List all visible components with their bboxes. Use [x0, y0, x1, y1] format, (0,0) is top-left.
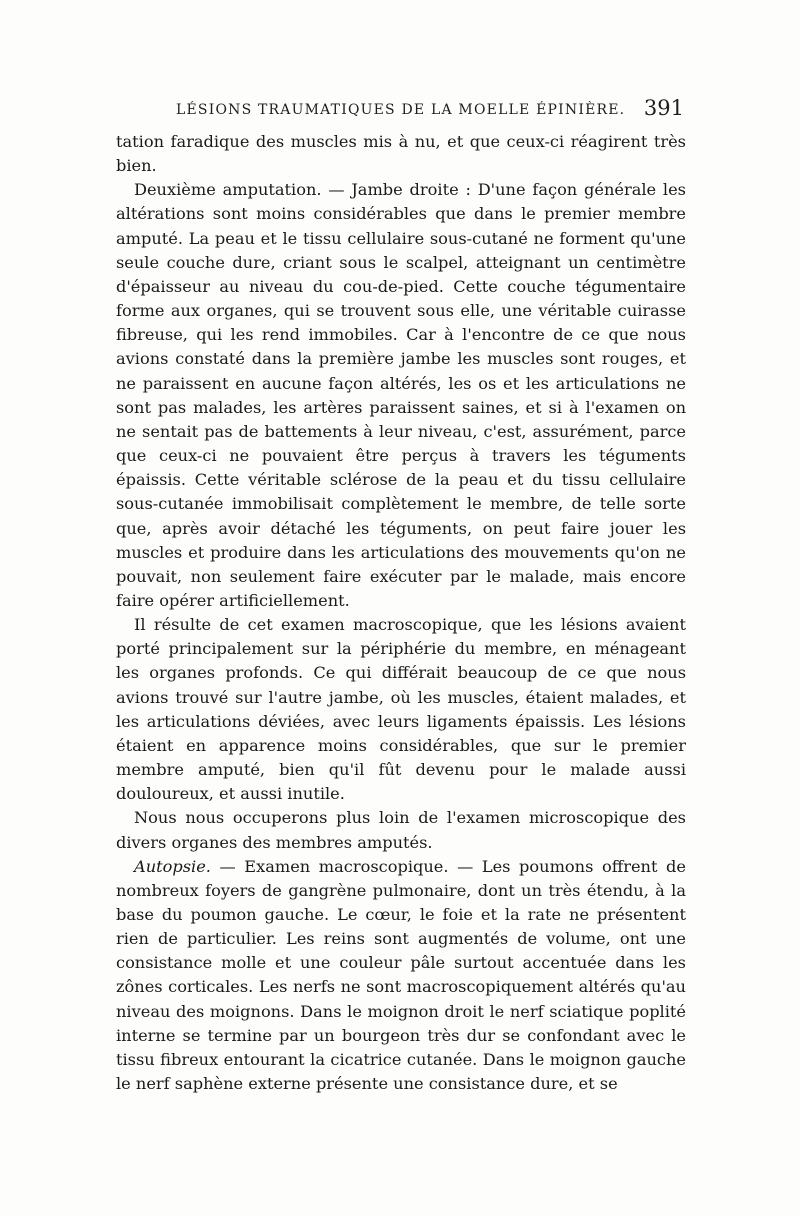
paragraph-text: Deuxième amputation. — Jambe droite : D'une façon générale les altérations sont moins considérables que dans le premier membre amputé. La peau et le tissu cellulaire sous-cutané ne forment qu'une seule couche dure, criant sous le scalpel, atteignant un centimètre d'épaisseur au niveau du cou-de-pied. Cette couche tégumentaire forme aux organes, qui se trouvent sous elle, une véritable cuirasse fibreuse, qui les rend immobiles. Car à l'encontre de ce que nous avions constaté dans la première jambe les muscles sont rouges, et ne paraissent en aucune façon altérés, les os et les articulations ne sont pas malades, les artères paraissent saines, et si à l'examen on ne sentait pas de battements à leur niveau, c'est, assurément, parce que ceux-ci ne pouvaient être perçus à travers les téguments épaissis. Cette véritable sclérose de la peau et du tissu cellulaire sous-cutanée immobilisait complètement le membre, de telle sorte que, après avoir détaché les téguments, on peut faire jouer les muscles et produire dans les articulations des mouvements qu'on ne pouvait, non seulement faire exécuter par le malade, mais encore faire opérer artificiellement.	[116, 180, 686, 610]
paragraph-autopsy	[116, 855, 686, 1097]
paragraph-text: Il résulte de cet examen macroscopique, que les lésions avaient porté principalement sur la périphérie du membre, en ménageant les organes profonds. Ce qui différait beaucoup de ce que nous avions trouvé sur l'autre jambe, où les muscles, étaient malades, et les articulations déviées, avec leurs ligaments épaissis. Les lésions étaient en apparence moins considérables, que sur le premier membre amputé, bien qu'il fût devenu pour le malade aussi douloureux, et aussi inutile.	[116, 615, 686, 804]
page-header	[116, 96, 686, 128]
paragraph-text: — Examen macroscopique. — Les poumons offrent de nombreux foyers de gangrène pulmonaire, dont un très étendu, à la base du poumon gauche. Le cœur, le foie et la rate ne présentent rien de particulier. Les reins sont augmentés de volume, ont une consistance molle et une couleur pâle surtout accentuée dans les zônes corticales. Les nerfs ne sont macroscopiquement altérés qu'au niveau des moignons. Dans le moignon droit le nerf sciatique poplité interne se termine par un bourgeon très dur se confondant avec le tissu fibreux entourant la cicatrice cutanée. Dans le moignon gauche le nerf saphène externe présente une consistance dure, et se	[116, 856, 686, 1094]
paragraph-text: Nous nous occuperons plus loin de l'examen microscopique des divers organes des membres amputés.	[116, 808, 686, 852]
page-number: 391	[643, 96, 684, 120]
paragraph-macroscopic-result	[116, 613, 686, 806]
paragraph-continuation	[116, 130, 686, 178]
paragraph-microscopic-note	[116, 806, 686, 854]
paragraph-text: tation faradique des muscles mis à nu, et que ceux-ci réagirent très bien.	[116, 132, 686, 176]
running-title: LÉSIONS TRAUMATIQUES DE LA MOELLE ÉPINIÈRE.	[176, 102, 626, 118]
autopsy-lead: Autopsie.	[134, 856, 211, 876]
paragraph-second-amputation	[116, 178, 686, 613]
body-text	[116, 130, 686, 1096]
